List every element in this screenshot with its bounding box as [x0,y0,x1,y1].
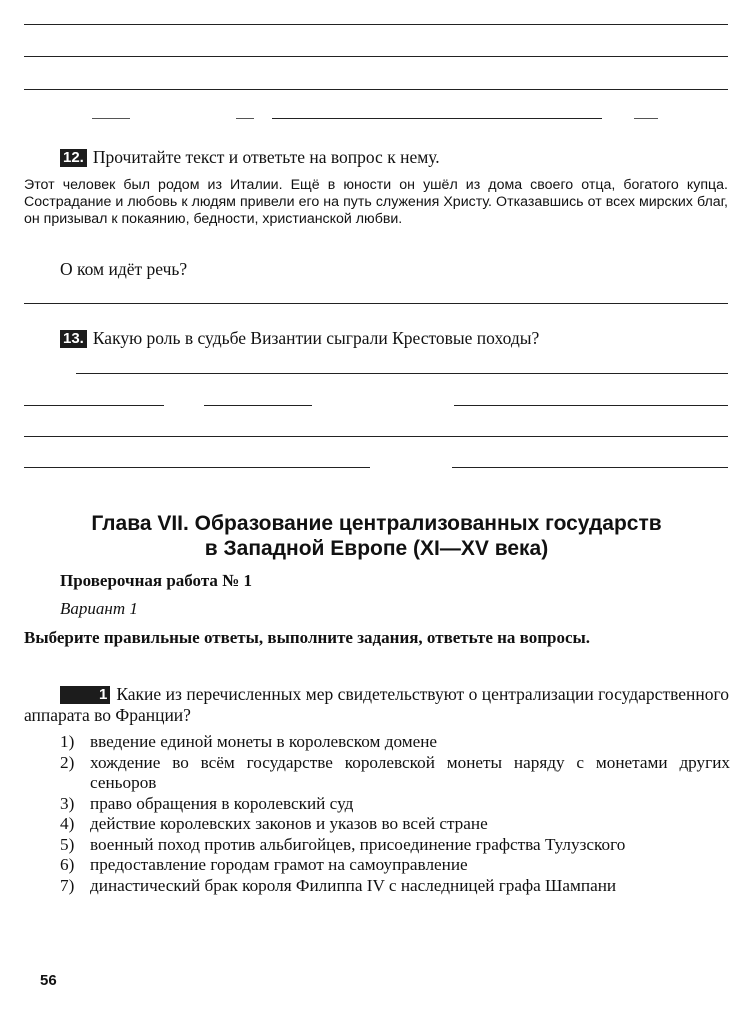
answer-line[interactable] [24,303,728,304]
option-number: 6) [60,855,75,874]
option-text: династический брак короля Филиппа IV с наследницей графа Шампани [90,875,617,895]
option-item[interactable] [60,814,730,835]
answer-line-fragment[interactable] [92,118,130,119]
answer-line[interactable] [76,373,728,374]
task-number-badge: 13. [60,330,87,348]
chapter-title-line-2: в Западной Европе (XI—XV века) [204,537,549,560]
option-number: 5) [60,834,75,854]
option-text: военный поход против альбигойцев, присоединение графства Тулузского [90,834,626,854]
option-item[interactable] [60,855,730,876]
option-number: 2) [60,752,75,772]
answer-line-fragment[interactable] [634,118,658,119]
task-13-question-text: Какую роль в судьбе Византии сыграли Крестовые походы? [92,328,540,348]
test-instruction: Выберите правильные ответы, выполните задания, ответьте на вопросы. [24,628,591,647]
answer-line[interactable] [24,436,728,437]
task-1-question-text: Какие из перечисленных мер свидетельствуют о централизации государственного аппарата во Франции? [24,684,729,725]
task-12-question [60,146,440,168]
answer-line[interactable] [24,405,164,406]
answer-line[interactable] [24,56,728,57]
task-13-question [60,327,539,349]
task-number-badge: 12. [60,149,87,167]
test-variant: Вариант 1 [60,599,138,618]
task-12-passage: Этот человек был родом из Италии. Ещё в юности он ушёл из дома своего отца, богатого купца. Сострадание и любовь к людям привели его на путь служения Христу. Отказавшись от всех мирских благ, он призывал к покаянию, бедности, христианской любви. [24,177,728,227]
task-1-options [60,732,730,896]
answer-line[interactable] [24,89,728,90]
answer-line-fragment[interactable] [272,118,602,119]
option-text: предоставление городам грамот на самоуправление [90,855,468,874]
page-number: 56 [40,972,57,989]
option-number: 3) [60,793,75,813]
chapter-title-line-1: Глава VII. Образование централизованных государств [91,512,662,535]
answer-line[interactable] [24,24,728,25]
option-text: право обращения в королевский суд [90,793,354,813]
task-12-question-text: Прочитайте текст и ответьте на вопрос к нему. [92,147,440,167]
option-number: 7) [60,875,75,895]
answer-line-fragment[interactable] [236,118,254,119]
option-item[interactable] [60,753,730,794]
option-text: введение единой монеты в королевском домене [90,732,438,751]
answer-line[interactable] [454,405,728,406]
answer-line[interactable] [452,467,728,468]
task-number-badge: 1 [60,686,110,704]
option-item[interactable] [60,732,730,753]
answer-line[interactable] [204,405,312,406]
option-number: 1) [60,732,75,751]
option-item[interactable] [60,876,730,897]
option-number: 4) [60,814,75,833]
test-title: Проверочная работа № 1 [60,571,252,590]
answer-line[interactable] [24,467,370,468]
task-1-question [24,684,729,726]
option-text: действие королевских законов и указов во всей стране [90,814,488,833]
option-item[interactable] [60,835,730,856]
option-text: хождение во всём государстве королевской монеты наряду с монетами других сеньоров [90,752,730,792]
option-item[interactable] [60,794,730,815]
task-12-ask: О ком идёт речь? [60,259,188,279]
